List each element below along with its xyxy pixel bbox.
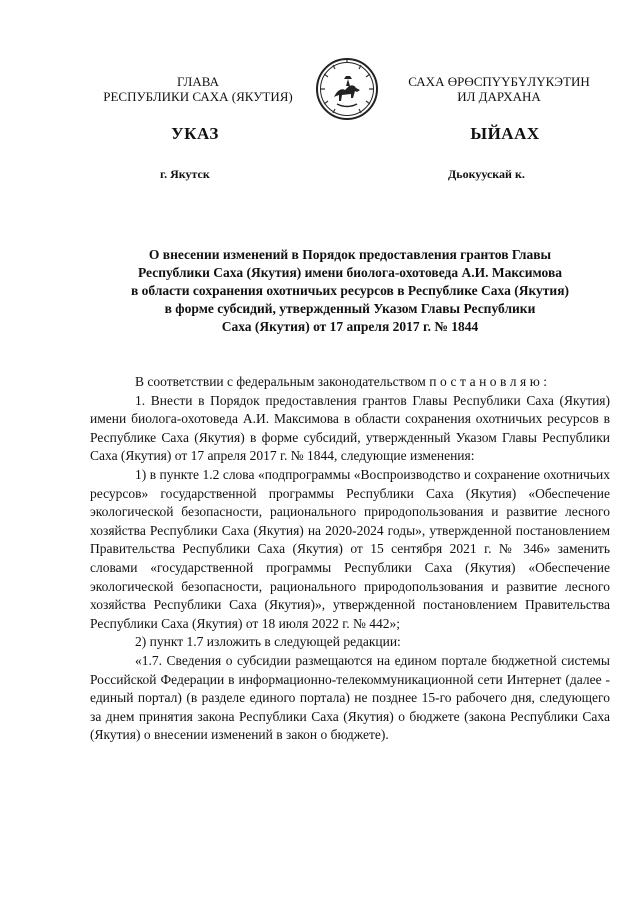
city-left: г. Якутск: [160, 167, 210, 181]
title-line: О внесении изменений в Порядок предоставления грантов Главы: [148, 247, 552, 262]
title-line: Республики Саха (Якутия) имени биолога-охотоведа А.И. Максимова: [137, 265, 563, 280]
paragraph-4: «1.7. Сведения о субсидии размещаются на едином портале бюджетной системы Российской Федерации в информационно-телекоммуникационной сети Интернет (далее - единый портал) (в разделе единого портала) не позднее 15-го рабочего дня, следующего за днем принятия закона Республики Саха (Якутия) о бюджете (закона Республики Саха (Якутия) о внесении изменений в закон о бюджете).: [90, 652, 610, 743]
city-right: Дьокуускай к.: [448, 167, 525, 181]
header-left: [82, 74, 314, 104]
document-title: [90, 246, 610, 336]
paragraph-1: 1. Внести в Порядок предоставления грантов Главы Республики Саха (Якутия) имени биолога-охотоведа А.И. Максимова в области сохранения охотничьих ресурсов в Республике Саха (Якутия) в форме субсидий, утвержденный Указом Главы Республики Саха (Якутия) от 17 апреля 2017 г. № 1844, следующие изменения:: [90, 392, 610, 464]
doc-type-left: УКАЗ: [171, 124, 219, 143]
doc-type-right: ЫЙААХ: [470, 124, 540, 143]
intro-spaced-word: постановляю:: [429, 374, 551, 389]
header-right-line2: ИЛ ДАРХАНА: [457, 89, 541, 104]
header-right-line1: САХА ӨРӨСПҮҮБҮЛҮКЭТИН: [408, 74, 590, 89]
intro-paragraph: [90, 373, 610, 392]
paragraph-3: 2) пункт 1.7 изложить в следующей редакции:: [135, 634, 401, 650]
title-line: Саха (Якутия) от 17 апреля 2017 г. № 1844: [221, 319, 479, 334]
title-line: в форме субсидий, утвержденный Указом Главы Республики: [164, 301, 536, 316]
intro-text: В соответствии с федеральным законодательством: [135, 374, 426, 389]
sakha-coat-of-arms-icon: [315, 57, 379, 121]
header-right: [393, 74, 605, 104]
header-left-line1: ГЛАВА: [177, 74, 219, 89]
paragraph-2: 1) в пункте 1.2 слова «подпрограммы «Воспроизводство и сохранение охотничьих ресурсов» государственной программы Республики Саха (Якутия) «Обеспечение экологической безопасности, рационального природопользования и развитие лесного хозяйства Республики Саха (Якутия) на 2020-2024 годы», утвержденной постановлением Правительства Республики Саха (Якутия) от 15 сентября 2021 г. № 346» заменить словами «государственной программы Республики Саха (Якутия) «Обеспечение экологической безопасности, рационального природопользования и развитие лесного хозяйства Республики Саха (Якутия)», утвержденной постановлением Правительства Республики Саха (Якутия) от 18 июля 2022 г. № 442»;: [90, 466, 610, 631]
header-left-line2: РЕСПУБЛИКИ САХА (ЯКУТИЯ): [103, 89, 293, 104]
document-body: [90, 373, 610, 745]
title-line: в области сохранения охотничьих ресурсов в Республике Саха (Якутия): [130, 283, 570, 298]
